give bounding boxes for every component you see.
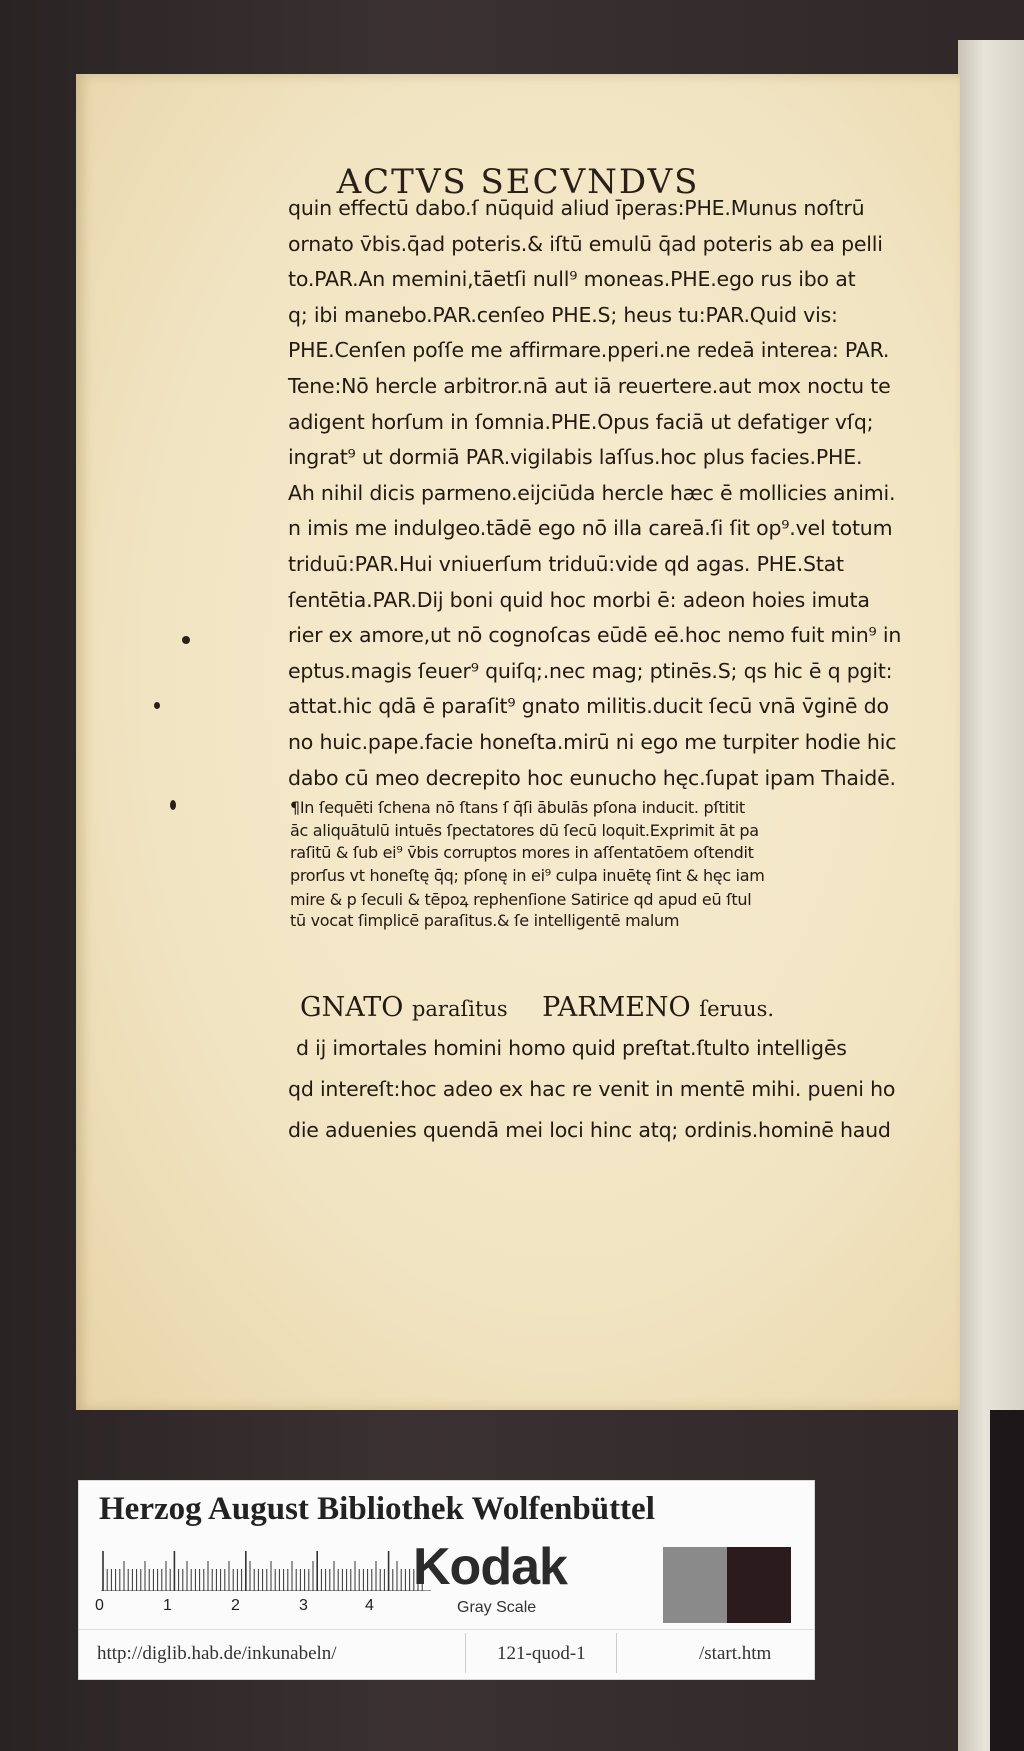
text-line: rier ex amore,ut nō cognoſcas eūdē eē.hoc nemo fuit min⁹ in (288, 623, 902, 648)
color-calibration-card (78, 1480, 815, 1680)
footer-id: 121-quod-1 (497, 1643, 586, 1664)
ruler-label: 1 (163, 1597, 172, 1614)
speaker-gnato: GNATO (300, 992, 404, 1023)
text-line: attat.hic qdā ē paraſit⁹ gnato militis.ducit ſecū vnā v̄ginē do (288, 694, 889, 719)
text-line: PHE.Cenſen poſſe me affirmare.pperi.ne redeā interea: PAR. (288, 338, 890, 363)
dark-swatch (727, 1547, 791, 1623)
text-line: ingrat⁹ ut dormiā PAR.vigilabis laſſus.hoc plus facies.PHE. (288, 445, 863, 470)
text-line: āc aliquātulū intuēs ſpectatores dū ſecū loquit.Exprimit āt pa (290, 820, 759, 840)
speaker-gnato-role: paraſitus (411, 997, 508, 1021)
text-line: Tene:Nō hercle arbitror.nā aut iā reuertere.aut mox noctu te (288, 374, 891, 398)
speaker-parmeno: PARMENO (542, 992, 691, 1023)
text-line: no huic.pape.facie honeſta.mirū ni ego me turpiter hodie hic (288, 730, 897, 754)
ink-dot (182, 636, 190, 644)
text-line: ¶In ſequēti ſchena nō ſtans ſ q̄ſi ābulās pſona inducit. pſtitit (290, 798, 745, 817)
text-line: raſitū & ſub ei⁹ v̄bis corruptos mores in aſſentatōem oſtendit (290, 843, 754, 862)
footer-url: http://diglib.hab.de/inkunabeln/ (97, 1643, 337, 1664)
page-heading: ACTVS SECVNDVS (336, 162, 700, 202)
speaker-line (300, 992, 774, 1023)
library-title: Herzog August Bibliothek Wolfenbüttel (99, 1491, 655, 1527)
speaker-parmeno-role: ſeruus. (699, 997, 775, 1021)
text-line: q; ibi manebo.PAR.cenſeo PHE.S; heus tu:PAR.Quid vis: (288, 302, 838, 327)
kodak-logo: Kodak (413, 1538, 567, 1596)
text-line: Ah nihil dicis parmeno.eijciūda hercle hæc ē mollicies animi. (288, 480, 896, 505)
text-line: to.PAR.An memini,tāetſi null⁹ moneas.PHE.ego rus ibo at (288, 267, 856, 292)
text-line: adigent horſum in ſomnia.PHE.Opus faciā ut defatiger vſq; (288, 409, 874, 434)
ruler-label: 3 (299, 1597, 308, 1614)
footer-file: /start.htm (699, 1643, 772, 1664)
binding-shadow (990, 1410, 1024, 1751)
gray-scale-label: Gray Scale (457, 1599, 537, 1616)
text-line: d ij imortales homini homo quid preſtat.ſtulto intelligēs (296, 1036, 847, 1060)
ruler-label: 4 (365, 1597, 374, 1614)
text-line: tū vocat ſimplicē paraſitus.& ſe intelligentē malum (290, 910, 680, 930)
text-line: mire & p ſeculi & tēpoꝝ rephenſione Satirice qd apud eū ſtul (290, 890, 752, 909)
text-line: qd intereſt:hoc adeo ex hac re venit in mentē mihi. pueni ho (288, 1077, 896, 1101)
manuscript-page (76, 74, 960, 1410)
text-line: eptus.magis ſeuer⁹ quiſq;.nec mag; ptinēs.S; qs hic ē q pgit: (288, 658, 893, 683)
text-line: quin effectū dabo.ſ nūquid aliud īperas:PHE.Munus noſtrū (288, 196, 865, 220)
ink-dot (170, 800, 176, 810)
ruler-label: 0 (95, 1597, 104, 1614)
text-line: prorſus vt honeſtę q̄q; pſonę in ei⁹ culpa inuētę ſint & hęc iam (290, 865, 765, 885)
text-line: dabo cū meo decrepito hoc eunucho hęc.ſupat ipam Thaidē. (288, 765, 896, 790)
text-line: ſentētia.PAR.Dij boni quid hoc morbi ē: adeon hoies imuta (288, 587, 870, 612)
text-line: ornato v̄bis.q̄ad poteris.& iſtū emulū q̄ad poteris ab ea pelli (288, 231, 883, 256)
text-line: triduū:PAR.Hui vniuerſum triduū:vide qd agas. PHE.Stat (288, 552, 844, 576)
text-line: n imis me indulgeo.tādē ego nō illa careā.ſi ſit op⁹.vel totum (288, 516, 893, 541)
gray-swatch (663, 1547, 727, 1623)
text-line: die aduenies quendā mei loci hinc atq; ordinis.hominē haud (288, 1118, 891, 1142)
ruler-label: 2 (231, 1597, 240, 1614)
ink-dot (154, 702, 160, 709)
